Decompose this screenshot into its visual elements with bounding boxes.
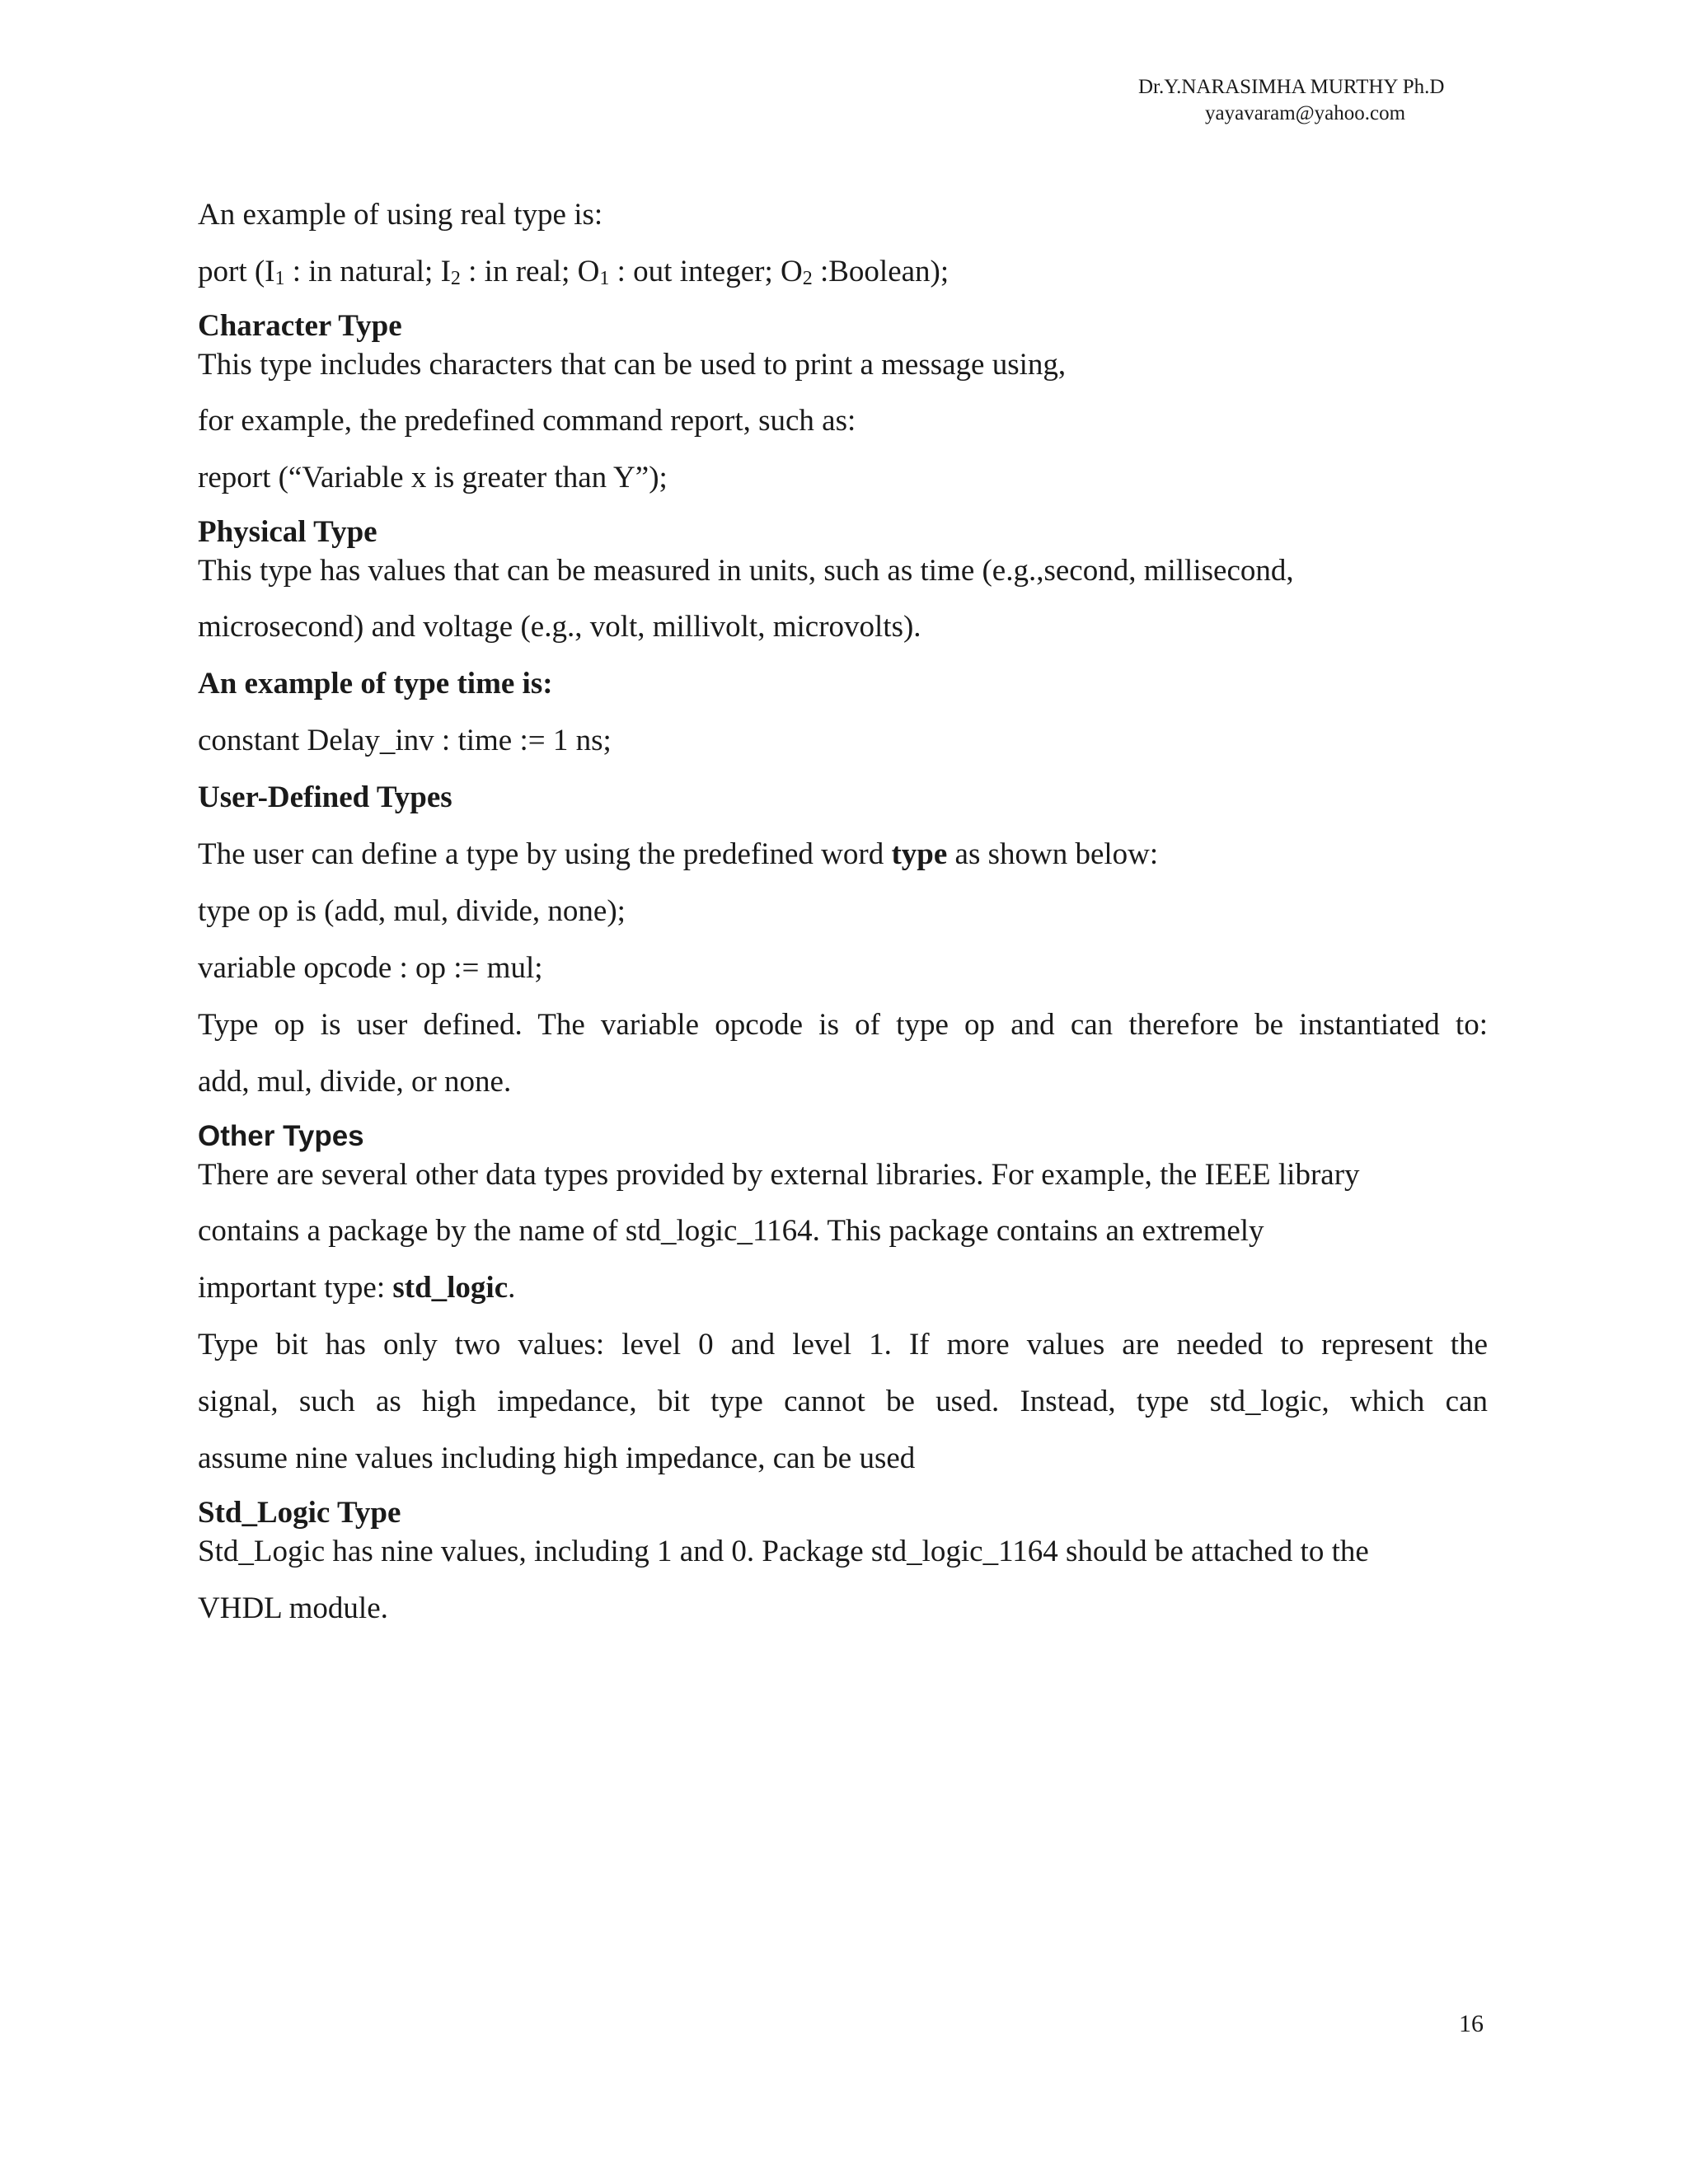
text-physical-1: This type has values that can be measured in units, such as time (e.g.,second, millisecond, [198, 554, 1294, 588]
heading-time-example: An example of type time is: [198, 667, 553, 701]
port-sub-1: 1 [274, 268, 285, 289]
user-defined-before: The user can define a type by using the predefined word [198, 837, 892, 871]
text-type-op: type op is (add, mul, divide, none); [198, 894, 626, 928]
text-other-2: contains a package by the name of std_logic_1164. This package contains an extremely [198, 1214, 1264, 1248]
important-keyword: std_logic [392, 1271, 509, 1305]
header-email: yayavaram@yahoo.com [1205, 102, 1406, 124]
text-physical-2: microsecond) and voltage (e.g., volt, millivolt, microvolts). [198, 610, 921, 644]
user-defined-after: as shown below: [947, 837, 1159, 871]
text-user-defined [198, 836, 1158, 874]
port-sub-2: 2 [450, 268, 461, 289]
text-character-1: This type includes characters that can be used to print a message using, [198, 348, 1067, 382]
port-text-1: port (I [198, 255, 275, 288]
port-text-5: :Boolean); [812, 255, 950, 288]
text-real-intro: An example of using real type is: [198, 198, 603, 232]
text-variable-opcode: variable opcode : op := mul; [198, 951, 543, 985]
heading-other-types: Other Types [198, 1120, 364, 1152]
port-text-2: : in natural; I [284, 255, 451, 288]
text-bit-2: signal, such as high impedance, bit type cannot be used. Instead, type std_logic, which can [198, 1385, 1488, 1418]
heading-physical-type: Physical Type [198, 515, 377, 549]
text-time-code: constant Delay_inv : time := 1 ns; [198, 724, 612, 757]
port-text-3: : in real; O [460, 255, 600, 288]
text-character-2: for example, the predefined command report, such as: [198, 404, 856, 438]
text-std-logic-1: Std_Logic has nine values, including 1 and 0. Package std_logic_1164 should be attached to the [198, 1535, 1369, 1568]
important-before: important type: [198, 1271, 393, 1305]
text-bit-1: Type bit has only two values: level 0 and level 1. If more values are needed to represent the [198, 1328, 1488, 1361]
port-sub-4: 2 [802, 268, 813, 289]
port-sub-3: 1 [599, 268, 610, 289]
text-bit-3: assume nine values including high impedance, can be used [198, 1441, 916, 1475]
important-after: . [508, 1271, 516, 1305]
text-type-op-desc-2: add, mul, divide, or none. [198, 1065, 512, 1099]
port-text-4: : out integer; O [609, 255, 803, 288]
text-std-logic-2: VHDL module. [198, 1591, 388, 1625]
page-number: 16 [1459, 2010, 1484, 2037]
header-author: Dr.Y.NARASIMHA MURTHY Ph.D [1138, 76, 1445, 98]
text-character-3: report (“Variable x is greater than Y”); [198, 461, 668, 494]
text-important-type [198, 1269, 515, 1307]
heading-user-defined-types: User-Defined Types [198, 780, 452, 814]
user-defined-keyword: type [891, 837, 948, 871]
heading-character-type: Character Type [198, 309, 402, 343]
text-other-1: There are several other data types provided by external libraries. For example, the IEEE library [198, 1158, 1360, 1192]
heading-std-logic-type: Std_Logic Type [198, 1496, 401, 1530]
text-port-declaration [198, 253, 949, 291]
text-type-op-desc-1: Type op is user defined. The variable opcode is of type op and can therefore be instantiated to: [198, 1008, 1488, 1042]
